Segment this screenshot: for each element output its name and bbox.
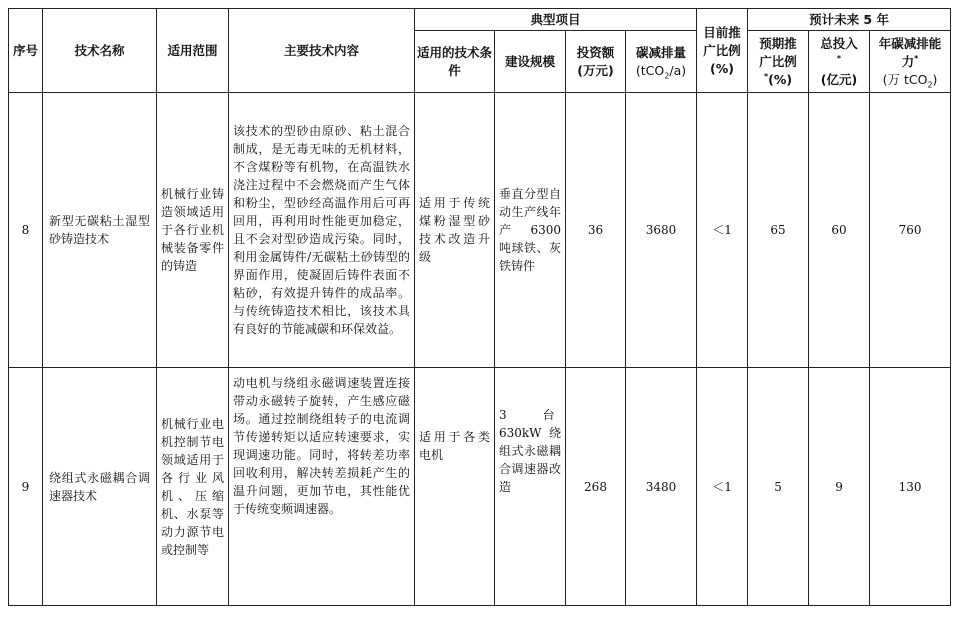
row-investment: 36 (566, 93, 626, 368)
row-reduction: 3680 (626, 93, 697, 368)
row-content: 该技术的型砂由原砂、粘土混合制成，是无毒无味的无机材料，不含煤粉等有机物，在高温铁水浇注过程中不会燃烧而产生气体和粉尘，型砂经高温作用后可再回用，再利用时性能更加稳定，且不会对型砂造成污染。同时，利用金属铸件/无碳粘土砂铸型的界面作用，使凝固后铸件表面不粘砂，有效提升铸件的成品率。与传统铸造技术相比，该技术具有良好的节能减碳和环保效益。 (229, 93, 415, 368)
table-row (9, 368, 951, 606)
technology-table (8, 8, 951, 606)
row-seq: 9 (9, 368, 43, 606)
row-seq: 8 (9, 93, 43, 368)
row-investment: 268 (566, 368, 626, 606)
header-future: 预计未来 5 年 (748, 9, 951, 31)
header-current-ratio: 目前推 广比例 (%) (697, 9, 748, 93)
header-conditions: 适用的技术条件 (415, 31, 495, 93)
header-content: 主要技术内容 (229, 9, 415, 93)
row-reduction: 3480 (626, 368, 697, 606)
table-row (9, 93, 951, 368)
row-scope: 机械行业铸造领域适用于各行业机械装备零件的铸造 (157, 93, 229, 368)
row-annual-capacity: 760 (870, 93, 951, 368)
row-conditions: 适用于传统煤粉湿型砂技术改造升级 (415, 93, 495, 368)
header-tech-name: 技术名称 (43, 9, 157, 93)
row-total-investment: 9 (809, 368, 870, 606)
row-current-ratio: ＜1 (697, 93, 748, 368)
row-expected-ratio: 65 (748, 93, 809, 368)
header-scope: 适用范围 (157, 9, 229, 93)
row-content: 动电机与绕组永磁调速装置连接带动永磁转子旋转，产生感应磁场。通过控制绕组转子的电流调节传递转矩以适应转速要求，实现调速功能。同时，将转差功率回收利用，解决转差损耗产生的温升问题，更加节电，其性能优于传统变频调速器。 (229, 368, 415, 606)
header-typical-project: 典型项目 (415, 9, 697, 31)
row-scale: 垂直分型自动生产线年产 6300 吨球铁、灰铁铸件 (495, 93, 566, 368)
row-total-investment: 60 (809, 93, 870, 368)
header-scale: 建设规模 (495, 31, 566, 93)
header-investment: 投资额 (万元) (566, 31, 626, 93)
row-current-ratio: ＜1 (697, 368, 748, 606)
header-annual-capacity: 年碳减排能 力* (万 tCO$_2$) (870, 31, 951, 93)
header-seq: 序号 (9, 9, 43, 93)
row-annual-capacity: 130 (870, 368, 951, 606)
row-scale: 3 台 630kW 绕组式永磁耦合调速器改造 (495, 368, 566, 606)
header-reduction: 碳减排量 (tCO$_2$/a) (626, 31, 697, 93)
row-conditions: 适用于各类电机 (415, 368, 495, 606)
header-total-investment: 总投入 * (亿元) (809, 31, 870, 93)
header-expected-ratio: 预期推 广比例 *(%) (748, 31, 809, 93)
row-expected-ratio: 5 (748, 368, 809, 606)
row-tech-name: 绕组式永磁耦合调速器技术 (43, 368, 157, 606)
row-tech-name: 新型无碳粘土湿型砂铸造技术 (43, 93, 157, 368)
row-scope: 机械行业电机控制节电领域适用于各行业风机、压缩机、水泵等动力源节电或控制等 (157, 368, 229, 606)
